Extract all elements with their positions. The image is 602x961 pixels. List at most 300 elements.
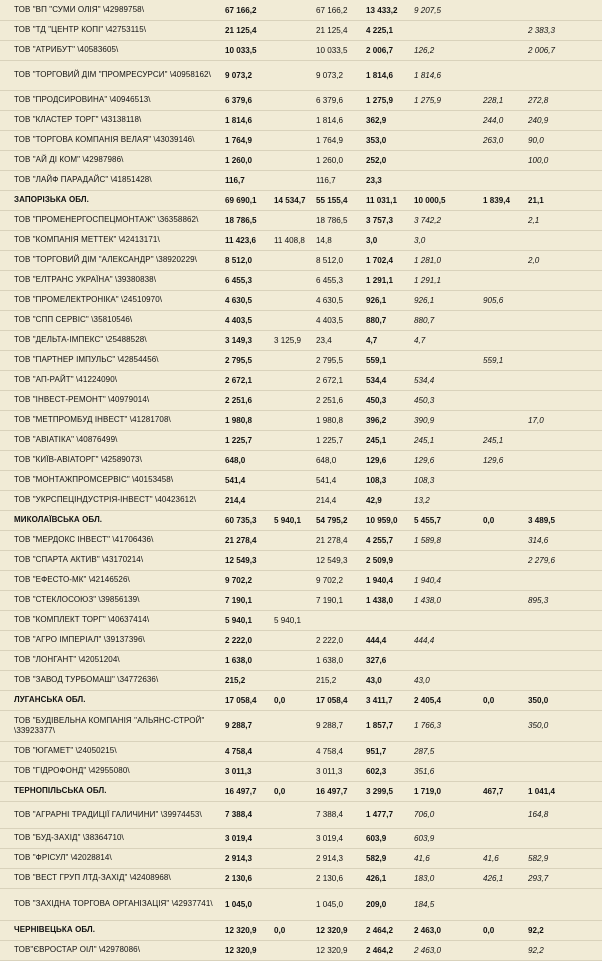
col2-value: [274, 848, 316, 868]
total-value: 215,2: [225, 675, 246, 685]
table-row: [0, 570, 602, 591]
col4-value: [366, 610, 412, 630]
col7-value: [528, 610, 588, 630]
col7-value: 350,0: [528, 721, 549, 730]
table-row: [0, 530, 602, 551]
company-name: ТОВ "ТОРГОВА КОМПАНІЯ ВЕЛАЯ" \43039146\: [14, 135, 195, 144]
col6-value: 1 839,4: [483, 195, 511, 205]
col3-value: 1 764,9: [316, 135, 344, 145]
company-name: ТОВ "СПП СЕРВІС" \35810546\: [14, 315, 133, 324]
col5-value: 2 463,0: [414, 945, 442, 955]
col3-value: 8 512,0: [316, 255, 344, 265]
col2-value: 5 940,1: [274, 615, 302, 625]
col3-value: 12 549,3: [316, 555, 348, 565]
company-name: ТОВ "ДЕЛЬТА-ІМПЕКС" \25488528\: [14, 335, 147, 344]
col6-value: [483, 630, 527, 650]
col2-value: [274, 710, 316, 741]
col5-value: 10 000,5: [414, 195, 446, 205]
col6-value: 263,0: [483, 135, 504, 145]
col5-value: 126,2: [414, 45, 435, 55]
company-name: ТОВ "ЗАХІДНА ТОРГОВА ОРГАНІЗАЦІЯ" \42937741\: [14, 899, 213, 908]
col2-value: 3 125,9: [274, 335, 302, 345]
table-row: [0, 610, 602, 631]
table-row: [0, 761, 602, 782]
table-row: [0, 230, 602, 251]
col3-value: 16 497,7: [316, 786, 348, 796]
col5-value: 2 463,0: [414, 925, 442, 935]
col4-value: 4 255,7: [366, 535, 394, 545]
col2-value: [274, 828, 316, 848]
col2-value: 5 940,1: [274, 515, 302, 525]
col4-value: 880,7: [366, 315, 387, 325]
col5-value: [414, 130, 480, 150]
col5-value: 5 455,7: [414, 515, 442, 525]
col7-value: [528, 450, 588, 470]
col4-value: 2 464,2: [366, 925, 394, 935]
col3-value: 4 758,4: [316, 746, 344, 756]
col2-value: [274, 310, 316, 330]
col7-value: [528, 0, 588, 20]
col6-value: [483, 801, 527, 828]
col5-value: 184,5: [414, 899, 435, 909]
col3-value: 116,7: [316, 175, 336, 185]
col5-value: [414, 650, 480, 670]
col2-value: [274, 40, 316, 60]
col7-value: 2 006,7: [528, 45, 556, 55]
col7-value: 2 279,6: [528, 555, 556, 565]
col3-value: 215,2: [316, 675, 337, 685]
col3-value: [316, 610, 364, 630]
total-value: 9 073,2: [225, 70, 253, 80]
col7-value: [528, 670, 588, 690]
col5-value: 603,9: [414, 833, 435, 843]
col5-value: [414, 550, 480, 570]
col4-value: 108,3: [366, 475, 387, 485]
col3-value: 23,4: [316, 335, 332, 345]
col2-value: 0,0: [274, 925, 286, 935]
col3-value: 1 260,0: [316, 155, 344, 165]
total-value: 116,7: [225, 175, 245, 185]
table-row: [0, 741, 602, 762]
col5-value: 1 814,6: [414, 70, 442, 80]
company-name: ТОВ "ВП "СУМИ ОЛІЯ" \42989758\: [14, 5, 145, 14]
col2-value: [274, 370, 316, 390]
col6-value: [483, 210, 527, 230]
total-value: 9 702,2: [225, 575, 253, 585]
col2-value: [274, 20, 316, 40]
table-row: [0, 470, 602, 491]
col4-value: 426,1: [366, 873, 387, 883]
col2-value: 14 534,7: [274, 195, 306, 205]
col2-value: [274, 670, 316, 690]
col7-value: [528, 888, 588, 920]
col2-value: [274, 888, 316, 920]
region-row: [0, 920, 602, 941]
col2-value: [274, 940, 316, 960]
col5-value: [414, 110, 480, 130]
col3-value: 541,4: [316, 475, 337, 485]
col6-value: 245,1: [483, 435, 504, 445]
col3-value: 1 225,7: [316, 435, 344, 445]
col4-value: 396,2: [366, 415, 387, 425]
col6-value: 467,7: [483, 786, 504, 796]
total-value: 16 497,7: [225, 786, 257, 796]
table-row: [0, 310, 602, 331]
company-name: ТОВ "АГРО ІМПЕРІАЛ" \39137396\: [14, 635, 145, 644]
col6-value: 228,1: [483, 95, 504, 105]
col6-value: [483, 0, 527, 20]
col6-value: [483, 250, 527, 270]
col6-value: [483, 761, 527, 781]
col3-value: 1 814,6: [316, 115, 344, 125]
total-value: 60 735,3: [225, 515, 257, 525]
region-name: ЧЕРНІВЕЦЬКА ОБЛ.: [14, 925, 96, 934]
col6-value: 0,0: [483, 695, 495, 705]
col4-value: 23,3: [366, 175, 382, 185]
total-value: 214,4: [225, 495, 246, 505]
col7-value: [528, 370, 588, 390]
col2-value: 0,0: [274, 786, 286, 796]
col7-value: [528, 350, 588, 370]
total-value: 6 379,6: [225, 95, 253, 105]
col7-value: [528, 60, 588, 90]
col4-value: 450,3: [366, 395, 387, 405]
col6-value: [483, 20, 527, 40]
total-value: 1 260,0: [225, 155, 253, 165]
col3-value: 9 073,2: [316, 70, 344, 80]
col2-value: [274, 590, 316, 610]
col4-value: 3,0: [366, 235, 378, 245]
col5-value: [414, 150, 480, 170]
col7-value: 92,2: [528, 925, 544, 935]
total-value: 1 638,0: [225, 655, 253, 665]
col5-value: 1 719,0: [414, 786, 442, 796]
company-name: ТОВ "АВІАТІКА" \40876499\: [14, 435, 118, 444]
col6-value: [483, 490, 527, 510]
col7-value: [528, 290, 588, 310]
company-name: ТОВ "КОМПЛЕКТ ТОРГ" \40637414\: [14, 615, 150, 624]
col5-value: 880,7: [414, 315, 435, 325]
table-row: [0, 110, 602, 131]
col2-value: [274, 270, 316, 290]
col4-value: 1 857,7: [366, 721, 394, 730]
company-name: ТОВ "МОНТАЖПРОМСЕРВІС" \40153458\: [14, 475, 174, 484]
col3-value: 4 403,5: [316, 315, 344, 325]
col3-value: 2 672,1: [316, 375, 344, 385]
total-value: 1 764,9: [225, 135, 253, 145]
region-row: [0, 510, 602, 531]
total-value: 4 403,5: [225, 315, 253, 325]
company-name: ТОВ "АГРАРНІ ТРАДИЦІЇ ГАЛИЧИНИ" \39974453\: [14, 809, 202, 819]
total-value: 69 690,1: [225, 195, 257, 205]
col4-value: 353,0: [366, 135, 387, 145]
col7-value: [528, 650, 588, 670]
col4-value: 3 757,3: [366, 215, 394, 225]
company-name: ТОВ "АП-РАЙТ" \41224090\: [14, 375, 118, 384]
col6-value: [483, 230, 527, 250]
col5-value: 9 207,5: [414, 5, 442, 15]
table-row: [0, 590, 602, 611]
total-value: 3 019,4: [225, 833, 253, 843]
col4-value: 951,7: [366, 746, 387, 756]
col5-value: 41,6: [414, 853, 430, 863]
col4-value: 1 940,4: [366, 575, 394, 585]
col3-value: 2 251,6: [316, 395, 344, 405]
table-row: [0, 60, 602, 91]
col5-value: 108,3: [414, 475, 435, 485]
col5-value: 444,4: [414, 635, 435, 645]
col6-value: 41,6: [483, 853, 499, 863]
table-row: [0, 250, 602, 271]
total-value: 21 125,4: [225, 25, 257, 35]
table-row: [0, 150, 602, 171]
col2-value: [274, 250, 316, 270]
col6-value: 559,1: [483, 355, 504, 365]
col2-value: [274, 761, 316, 781]
table-row: [0, 430, 602, 451]
total-value: 18 786,5: [225, 215, 257, 225]
total-value: 2 130,6: [225, 873, 253, 883]
col5-value: 3 742,2: [414, 215, 442, 225]
col2-value: [274, 570, 316, 590]
col7-value: 17,0: [528, 415, 544, 425]
company-name: ТОВ "КЛАСТЕР ТОРГ" \43138118\: [14, 115, 142, 124]
col7-value: [528, 330, 588, 350]
company-name: ТОВ "ІНВЕСТ-РЕМОНТ" \40979014\: [14, 395, 150, 404]
col6-value: 426,1: [483, 873, 504, 883]
col5-value: 43,0: [414, 675, 430, 685]
col5-value: 3,0: [414, 235, 426, 245]
col4-value: 2 006,7: [366, 45, 394, 55]
col2-value: [274, 150, 316, 170]
col2-value: [274, 170, 316, 190]
col3-value: 6 455,3: [316, 275, 344, 285]
col3-value: 21 278,4: [316, 535, 348, 545]
total-value: 3 149,3: [225, 335, 253, 345]
region-row: [0, 190, 602, 211]
col2-value: [274, 741, 316, 761]
col4-value: 245,1: [366, 435, 387, 445]
company-name: ТОВ "ПРОДСИРОВИНА" \40946513\: [14, 95, 151, 104]
col4-value: 252,0: [366, 155, 387, 165]
company-name: ТОВ "ЛАЙФ ПАРАДАЙС" \41851428\: [14, 175, 152, 184]
company-name: ТОВ "ЕЛТРАНС УКРАЇНА" \39380838\: [14, 275, 157, 284]
total-value: 4 630,5: [225, 295, 253, 305]
col5-value: 287,5: [414, 746, 435, 756]
total-value: 2 251,6: [225, 395, 253, 405]
col7-value: 2 383,3: [528, 25, 556, 35]
table-row: [0, 0, 602, 21]
col6-value: [483, 570, 527, 590]
table-row: [0, 801, 602, 829]
col6-value: 0,0: [483, 515, 495, 525]
company-name: ТОВ "ЮГАМЕТ" \24050215\: [14, 746, 117, 755]
table-row: [0, 670, 602, 691]
col3-value: 7 190,1: [316, 595, 344, 605]
table-row: [0, 490, 602, 511]
col5-value: 1 275,9: [414, 95, 442, 105]
col3-value: 3 019,4: [316, 833, 344, 843]
col3-value: 17 058,4: [316, 695, 348, 705]
col5-value: 534,4: [414, 375, 435, 385]
col3-value: 1 638,0: [316, 655, 344, 665]
col5-value: 245,1: [414, 435, 435, 445]
col5-value: 13,2: [414, 495, 430, 505]
table-row: [0, 290, 602, 311]
col6-value: [483, 370, 527, 390]
col5-value: 1 291,1: [414, 275, 442, 285]
col7-value: 272,8: [528, 95, 549, 105]
col5-value: 4,7: [414, 335, 426, 345]
table-row: [0, 130, 602, 151]
region-name: ТЕРНОПІЛЬСЬКА ОБЛ.: [14, 786, 107, 795]
col5-value: 1 589,8: [414, 535, 442, 545]
col4-value: 1 438,0: [366, 595, 394, 605]
col2-value: [274, 801, 316, 828]
col2-value: [274, 210, 316, 230]
col7-value: 1 041,4: [528, 786, 556, 796]
table-row: [0, 20, 602, 41]
col2-value: 0,0: [274, 695, 286, 705]
col2-value: [274, 410, 316, 430]
col3-value: 21 125,4: [316, 25, 348, 35]
col5-value: 1 438,0: [414, 595, 442, 605]
col4-value: 926,1: [366, 295, 387, 305]
col2-value: [274, 630, 316, 650]
col7-value: 92,2: [528, 945, 544, 955]
col4-value: 534,4: [366, 375, 387, 385]
total-value: 17 058,4: [225, 695, 257, 705]
col2-value: [274, 550, 316, 570]
col4-value: 43,0: [366, 675, 382, 685]
table-row: [0, 210, 602, 231]
region-name: ЛУГАНСЬКА ОБЛ.: [14, 695, 86, 704]
col6-value: [483, 390, 527, 410]
company-name: ТОВ "ФРІСУЛ" \42028814\: [14, 853, 112, 862]
total-value: 5 940,1: [225, 615, 253, 625]
col3-value: 14,8: [316, 235, 332, 245]
col4-value: 327,6: [366, 655, 387, 665]
total-value: 2 795,5: [225, 355, 253, 365]
total-value: 11 423,6: [225, 235, 257, 245]
col3-value: 214,4: [316, 495, 337, 505]
col4-value: 444,4: [366, 635, 387, 645]
total-value: 1 980,8: [225, 415, 253, 425]
col4-value: 1 275,9: [366, 95, 394, 105]
total-value: 1 225,7: [225, 435, 253, 445]
table-row: [0, 828, 602, 849]
total-value: 2 222,0: [225, 635, 253, 645]
total-value: 648,0: [225, 455, 246, 465]
col7-value: [528, 430, 588, 450]
col6-value: [483, 310, 527, 330]
col7-value: [528, 310, 588, 330]
col6-value: [483, 610, 527, 630]
col3-value: 2 130,6: [316, 873, 344, 883]
col6-value: [483, 470, 527, 490]
col7-value: [528, 630, 588, 650]
col6-value: [483, 590, 527, 610]
col7-value: 314,6: [528, 535, 549, 545]
col7-value: 350,0: [528, 695, 549, 705]
col2-value: [274, 290, 316, 310]
col5-value: 129,6: [414, 455, 435, 465]
company-name: ТОВ "ЗАВОД ТУРБОМАШ" \34772636\: [14, 675, 159, 684]
col5-value: 351,6: [414, 766, 435, 776]
col5-value: 390,9: [414, 415, 435, 425]
col6-value: [483, 888, 527, 920]
col2-value: [274, 430, 316, 450]
col6-value: [483, 670, 527, 690]
col7-value: 3 489,5: [528, 515, 556, 525]
col5-value: [414, 350, 480, 370]
col6-value: 905,6: [483, 295, 504, 305]
company-name: ТОВ "ПАРТНЕР ІМПУЛЬС" \42854456\: [14, 355, 159, 364]
company-name: ТОВ "ПРОМЕЛЕКТРОНІКА" \24510970\: [14, 295, 163, 304]
col7-value: 100,0: [528, 155, 549, 165]
col2-value: [274, 110, 316, 130]
table-row: [0, 450, 602, 471]
col3-value: 54 795,2: [316, 515, 348, 525]
table-row: [0, 390, 602, 411]
company-name: ТОВ"ЄВРОСТАР ОІЛ" \42978086\: [14, 945, 141, 954]
col4-value: 10 959,0: [366, 515, 398, 525]
col6-value: [483, 410, 527, 430]
col2-value: [274, 868, 316, 888]
col3-value: 18 786,5: [316, 215, 348, 225]
company-name: ТОВ "ТД "ЦЕНТР КОПІ" \42753115\: [14, 25, 147, 34]
company-name: ТОВ "АЙ ДІ КОМ" \42987986\: [14, 155, 124, 164]
total-value: 1 814,6: [225, 115, 253, 125]
total-value: 12 549,3: [225, 555, 257, 565]
col5-value: [414, 610, 480, 630]
col3-value: 4 630,5: [316, 295, 344, 305]
company-name: ТОВ "ТОРГОВИЙ ДІМ "АЛЕКСАНДР" \38920229\: [14, 255, 198, 264]
region-name: МИКОЛАЇВСЬКА ОБЛ.: [14, 515, 103, 524]
col2-value: [274, 130, 316, 150]
company-name: ТОВ "СТЕКЛОСОЮЗ" \39856139\: [14, 595, 140, 604]
col2-value: [274, 530, 316, 550]
col3-value: 3 011,3: [316, 766, 343, 776]
company-name: ТОВ "МЕТПРОМБУД ІНВЕСТ" \41281708\: [14, 415, 171, 424]
col6-value: [483, 650, 527, 670]
table-row: [0, 848, 602, 869]
col7-value: 293,7: [528, 873, 549, 883]
col4-value: 2 509,9: [366, 555, 394, 565]
col6-value: 0,0: [483, 925, 495, 935]
col4-value: 602,3: [366, 766, 387, 776]
col2-value: [274, 390, 316, 410]
table-row: [0, 270, 602, 291]
col7-value: 240,9: [528, 115, 549, 125]
col4-value: 2 464,2: [366, 945, 394, 955]
table-row: [0, 650, 602, 671]
col4-value: 129,6: [366, 455, 387, 465]
table-row: [0, 630, 602, 651]
total-value: 1 045,0: [225, 899, 253, 909]
col6-value: 129,6: [483, 455, 504, 465]
col7-value: 895,3: [528, 595, 549, 605]
total-value: 2 914,3: [225, 853, 253, 863]
company-name: ТОВ "КИЇВ-АВІАТОРГ" \42589073\: [14, 455, 142, 464]
col3-value: 12 320,9: [316, 945, 348, 955]
col7-value: [528, 741, 588, 761]
total-value: 7 388,4: [225, 810, 253, 819]
col6-value: [483, 170, 527, 190]
total-value: 10 033,5: [225, 45, 257, 55]
col2-value: [274, 60, 316, 90]
total-value: 12 320,9: [225, 945, 257, 955]
